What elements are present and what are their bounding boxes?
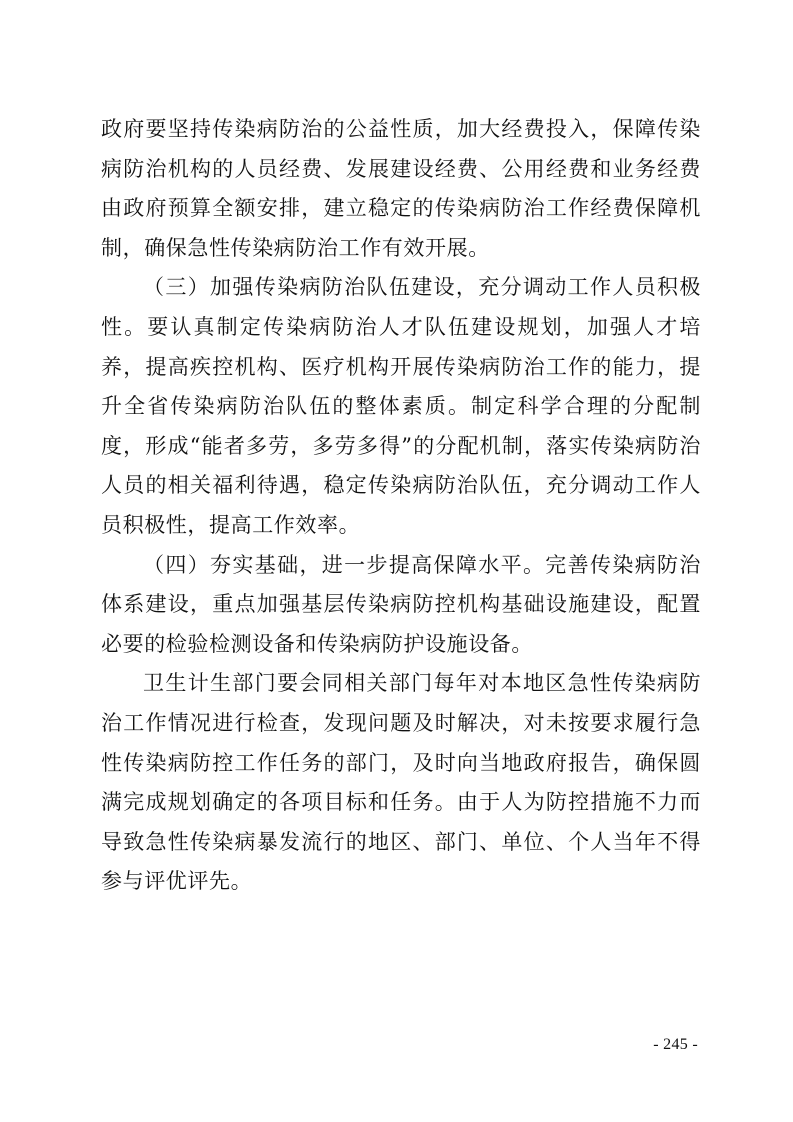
paragraph-inspection: 卫生计生部门要会同相关部门每年对本地区急性传染病防治工作情况进行检查，发现问题及时解决，对未按要求履行急性传染病防控工作任务的部门，及时向当地政府报告，确保圆满完成规划确定的各项目标和任务。由于人为防控措施不力而导致急性传染病暴发流行的地区、部门、单位、个人当年不得参与评优评先。 <box>101 671 701 894</box>
paragraph-funding-continuation: 政府要坚持传染病防治的公益性质，加大经费投入，保障传染病防治机构的人员经费、发展建设经费、公用经费和业务经费由政府预算全额安排，建立稳定的传染病防治工作经费保障机制，确保急性传染病防治工作有效开展。 <box>101 117 701 260</box>
paragraph-infrastructure: （四）夯实基础，进一步提高保障水平。完善传染病防治体系建设，重点加强基层传染病防控机构基础设施建设，配置必要的检验检测设备和传染病防护设施设备。 <box>101 552 701 656</box>
paragraph-team-building: （三）加强传染病防治队伍建设，充分调动工作人员积极性。要认真制定传染病防治人才队伍建设规划，加强人才培养，提高疾控机构、医疗机构开展传染病防治工作的能力，提升全省传染病防治队伍的整体素质。制定科学合理的分配制度，形成“能者多劳，多劳多得”的分配机制，落实传染病防治人员的相关福利待遇，稳定传染病防治队伍，充分调动工作人员积极性，提高工作效率。 <box>101 275 701 537</box>
page-number: - 245 - <box>653 1036 698 1053</box>
document-body <box>101 110 701 902</box>
